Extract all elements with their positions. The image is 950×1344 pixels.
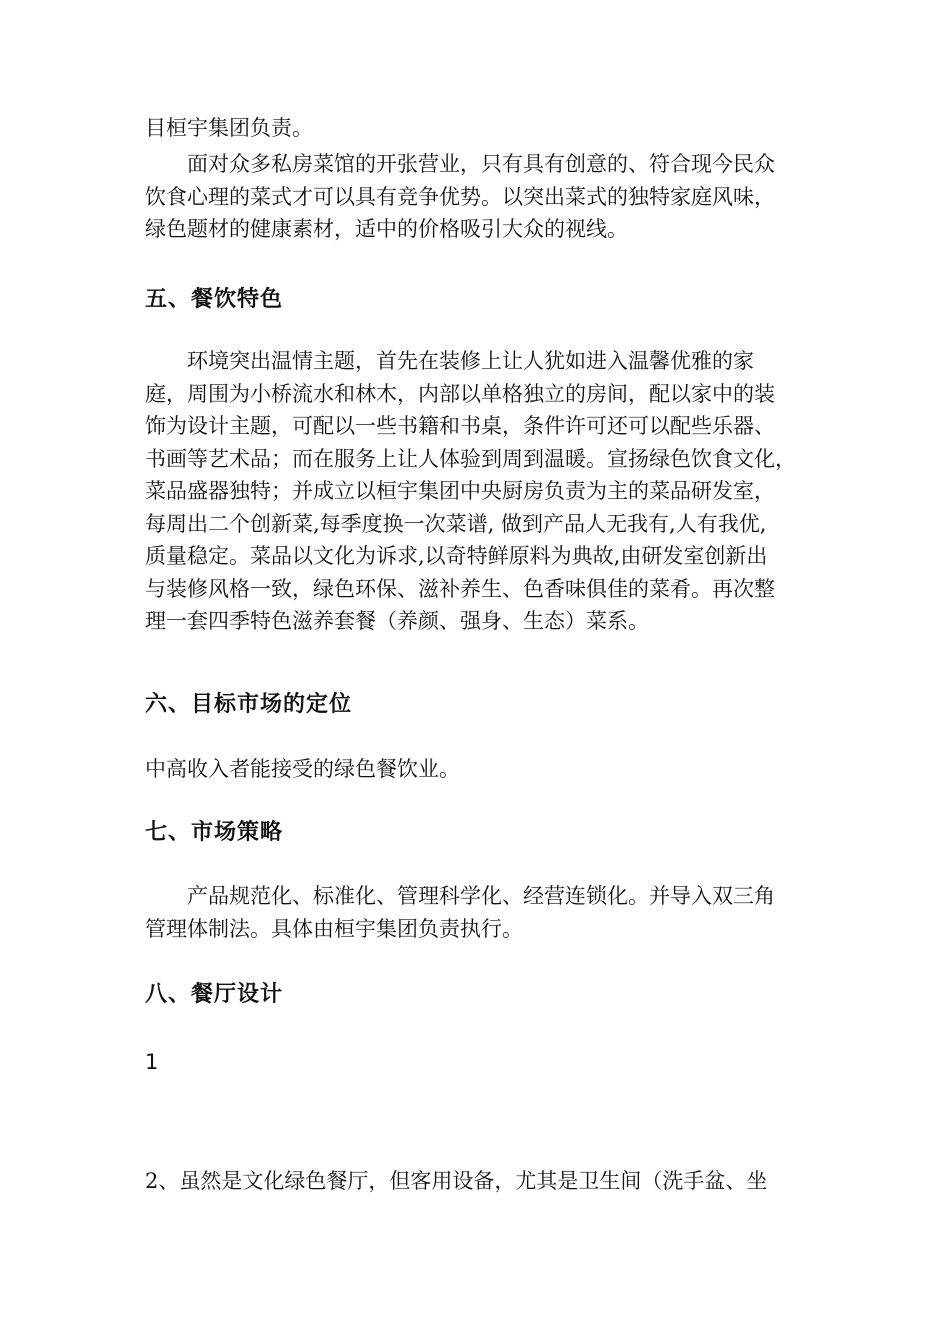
list-item-number: 1 [145,1050,159,1074]
text-line: 质量稳定。菜品以文化为诉求,以奇特鲜原料为典故,由研发室创新出 [145,544,768,568]
paragraph-intro-tail [145,112,810,145]
text-line: 2、虽然是文化绿色餐厅，但客用设备，尤其是卫生间（洗手盆、坐 [145,1169,768,1193]
text-line: 产品规范化、标准化、管理科学化、经营连锁化。并导入双三角 [187,884,775,908]
paragraph-facilities [145,1165,810,1198]
text-line: 每周出二个创新菜,每季度换一次菜谱, 做到产品人无我有,人有我优, [145,511,767,536]
text-line: 环境突出温情主题，首先在装修上让人犹如进入温馨优雅的家 [187,349,754,373]
text-line: 书画等艺术品；而在服务上让人体验到周到温暖。宣扬绿色饮食文化， [145,446,796,471]
text-line: 目桓宇集团负责。 [145,116,313,140]
paragraph-strategy [145,880,810,945]
section-heading-7: 七、市场策略 [145,820,284,845]
text-line: 中高收入者能接受的绿色餐饮业。 [145,757,460,781]
text-line: 与装修风格一致，绿色环保、滋补养生、色香味俱佳的菜肴。再次整 [145,576,775,601]
text-line: 绿色题材的健康素材，适中的价格吸引大众的视线。 [145,217,628,241]
text-line: 饰为设计主题，可配以一些书籍和书桌，条件许可还可以配些乐器、 [145,414,775,438]
text-line: 菜品盛器独特；并成立以桓宇集团中央厨房负责为主的菜品研发室， [145,479,775,503]
text-line: 庭，周围为小桥流水和林木，内部以单格独立的房间，配以家中的装 [145,381,775,406]
text-line: 饮食心理的菜式才可以具有竞争优势。以突出菜式的独特家庭风味， [145,184,775,209]
section-heading-8: 八、餐厅设计 [145,982,284,1007]
text-line: 面对众多私房菜馆的开张营业，只有具有创意的、符合现今民众 [187,152,775,176]
paragraph-features [145,345,810,638]
section-heading-5: 五、餐饮特色 [145,287,284,312]
text-line: 理一套四季特色滋养套餐（养颜、强身、生态）菜系。 [145,609,649,633]
section-heading-6: 六、目标市场的定位 [145,692,353,717]
text-line: 管理体制法。具体由桓宇集团负责执行。 [145,916,523,941]
paragraph-target-market [145,753,810,786]
paragraph-competition [145,148,810,246]
